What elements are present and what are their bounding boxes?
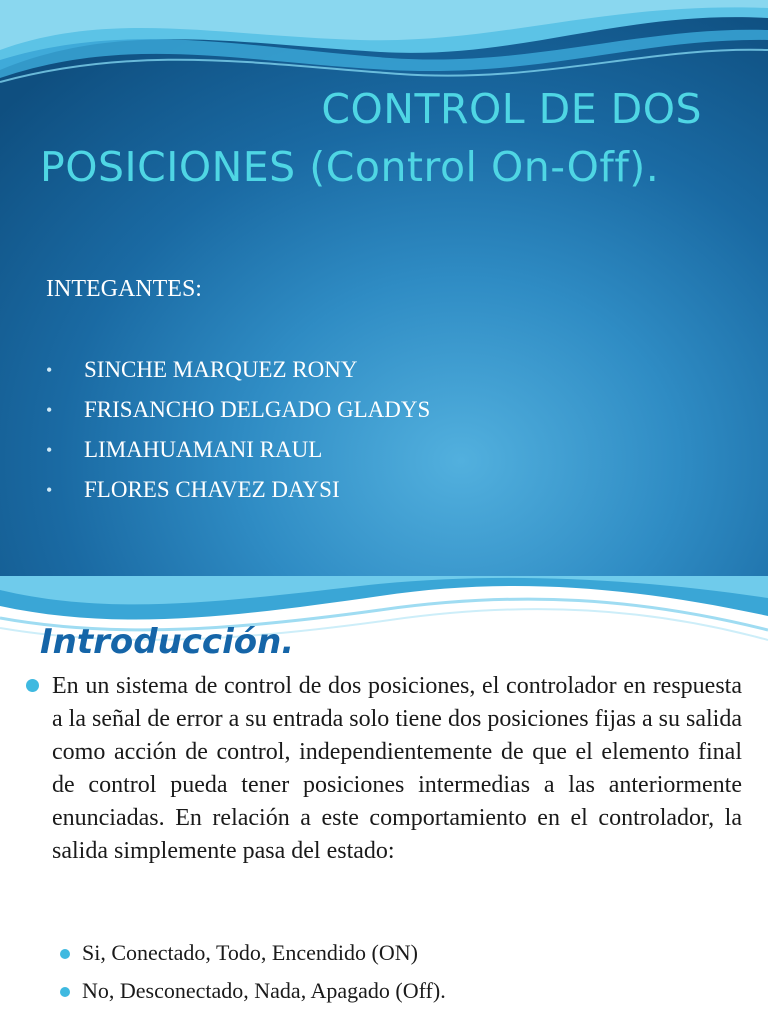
list-item (46, 394, 430, 434)
members-label: INTEGANTES: (46, 276, 202, 302)
members-list (46, 354, 430, 514)
list-item (60, 938, 446, 976)
member-name: FLORES CHAVEZ DAYSI (84, 477, 340, 502)
sub-bullet-list (60, 938, 446, 1014)
title-line-2: POSICIONES (Control On-Off). (40, 143, 660, 191)
list-item (60, 976, 446, 1014)
bullet-icon (60, 949, 70, 959)
member-name: LIMAHUAMANI RAUL (84, 437, 323, 462)
bullet-icon: • (46, 440, 53, 460)
bullet-icon: • (46, 400, 53, 420)
list-item (46, 434, 430, 474)
bullet-icon: • (46, 360, 53, 380)
paragraph-text: En un sistema de control de dos posiciones, el controlador en respuesta a la señal de error a su entrada solo tiene dos posiciones fijas a su salida como acción de control, independientemente de que el elemento final de control pueda tener posiciones intermedias a las anteriormente enunciadas. En relación a este comportamiento en el controlador, la salida simplemente pasa del estado: (52, 673, 742, 864)
member-name: FRISANCHO DELGADO GLADYS (84, 397, 431, 422)
sub-bullet-text: Si, Conectado, Todo, Encendido (ON) (82, 940, 418, 965)
sub-bullet-text: No, Desconectado, Nada, Apagado (Off). (82, 978, 446, 1003)
title-line-1: CONTROL DE DOS (321, 85, 702, 133)
list-item (46, 474, 430, 514)
section-title: Introducción. (40, 622, 295, 662)
bullet-icon (60, 987, 70, 997)
bullet-icon (26, 679, 39, 692)
list-item (46, 354, 430, 394)
bullet-icon: • (46, 480, 53, 500)
member-name: SINCHE MARQUEZ RONY (84, 357, 358, 382)
presentation-title (40, 80, 740, 196)
introduction-slide (0, 576, 768, 1024)
main-bullet (26, 670, 742, 868)
